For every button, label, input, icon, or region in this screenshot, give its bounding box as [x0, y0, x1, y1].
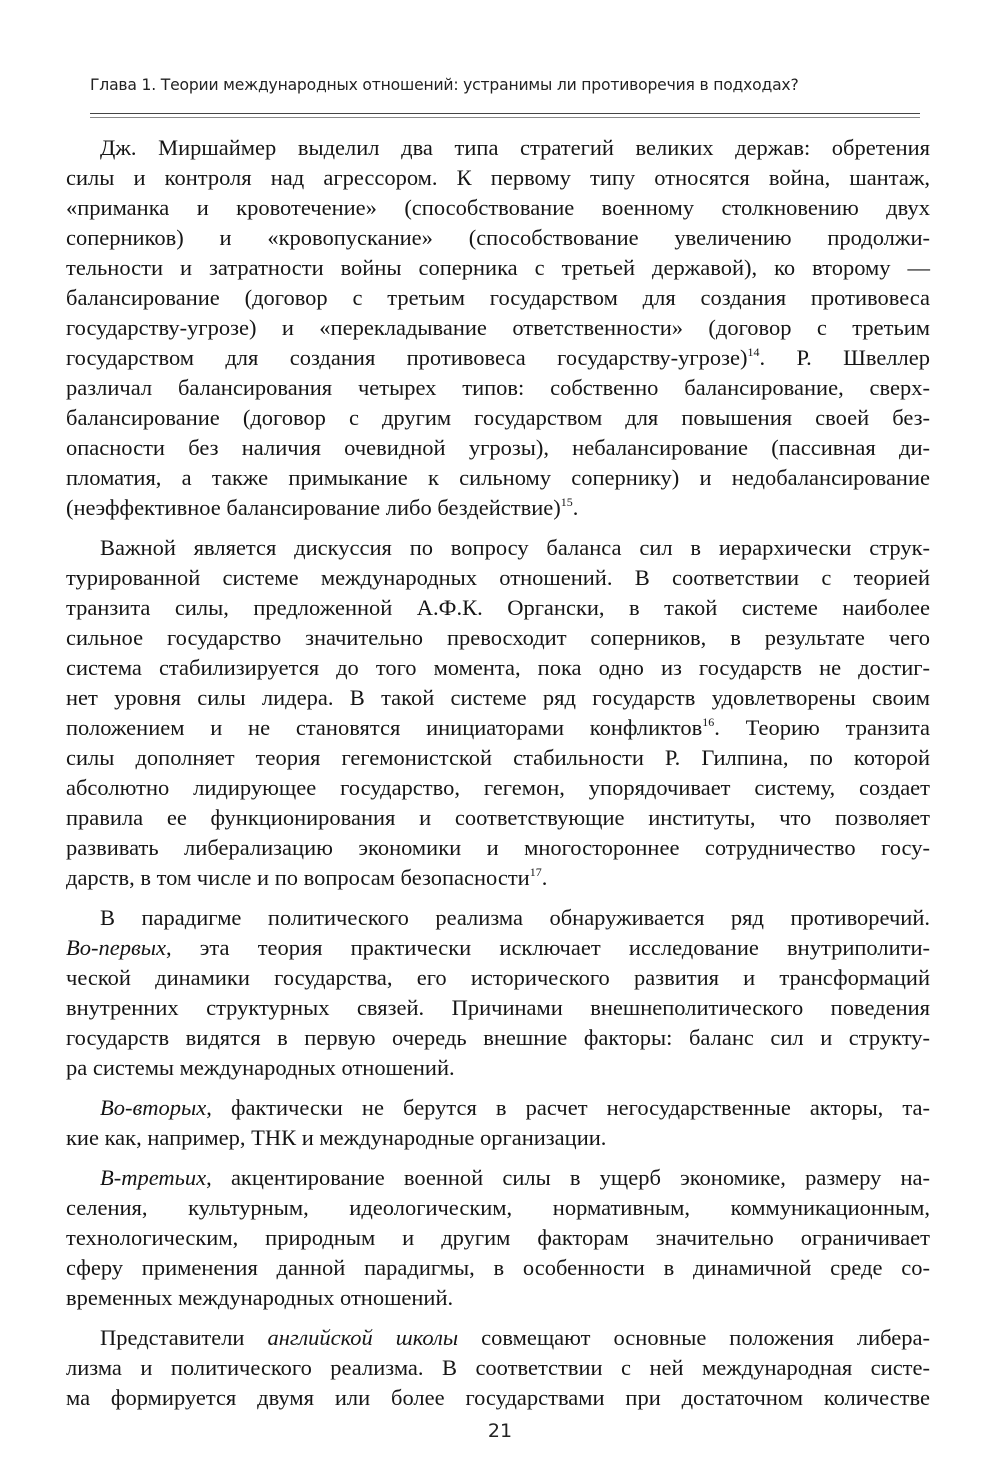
text-line: правила ее функционирования и соответствующие институты, что позволяет [66, 805, 930, 830]
text-fragment: . Теорию транзита [714, 715, 930, 740]
paragraph-mearsheimer [66, 133, 930, 523]
text-line: технологическим, природным и другим факторам значительно ограничивает [66, 1225, 930, 1250]
text-line: система стабилизируется до того момента, пока одно из государств не достиг- [66, 655, 930, 680]
text-line: сильное государство значительно превосходит соперников, в результате чего [66, 625, 930, 650]
text-line: соперников) и «кровопускание» (способствование увеличению продолжи- [66, 225, 930, 250]
text-line [66, 933, 930, 963]
text-line [66, 1323, 930, 1353]
paragraph-thirdly [66, 1163, 930, 1313]
text-line: абсолютно лидирующее государство, гегемон, упорядочивает систему, создает [66, 775, 930, 800]
emphasis: Во-первых [66, 935, 166, 960]
text-line: Важной является дискуссия по вопросу баланса сил в иерархически струк- [100, 535, 930, 560]
text-fragment: , эта теория практически исключает исследование внутриполити- [165, 935, 930, 960]
paragraph-english-school [66, 1323, 930, 1413]
text-line: силы и контроля над агрессором. К первому типу относятся война, шантаж, [66, 165, 930, 190]
text-line: опасности без наличия очевидной угрозы), небалансирование (пассивная ди- [66, 435, 930, 460]
text-line: кие как, например, ТНК и международные организации. [66, 1125, 607, 1150]
footnote-ref: 17 [529, 865, 542, 879]
text-line [66, 343, 930, 373]
text-line: нет уровня силы лидера. В такой системе ряд государств удовлетворены своим [66, 685, 930, 710]
text-fragment: . Р. Швеллер [759, 345, 931, 370]
text-line: селения, культурным, идеологическим, нормативным, коммуникационным, [66, 1195, 930, 1220]
text-line [66, 1163, 930, 1193]
text-line: Дж. Миршаймер выделил два типа стратегий великих держав: обретения [100, 135, 930, 160]
page-number: 21 [487, 1420, 513, 1442]
emphasis: английской школы [267, 1325, 459, 1350]
header-rule-bottom [90, 117, 920, 118]
text-line: временных международных отношений. [66, 1285, 454, 1310]
text-line: государству-угрозе) и «перекладывание ответственности» (договор с третьим [66, 315, 930, 340]
text-fragment: , акцентирование военной силы в ущерб экономике, размеру на- [206, 1165, 930, 1190]
text-line: транзита силы, предложенной А.Ф.К. Органски, в такой системе наиболее [66, 595, 930, 620]
text-fragment: . [541, 865, 548, 890]
text-fragment: положением и не становятся инициаторами конфликтов [66, 715, 703, 740]
text-line: лизма и политического реализма. В соответствии с ней международная систе- [66, 1355, 930, 1380]
emphasis: Во-вторых [100, 1095, 207, 1120]
text-line: развивать либерализацию экономики и многостороннее сотрудничество госу- [66, 835, 930, 860]
paragraph-secondly [66, 1093, 930, 1153]
text-line: сферу применения данной парадигмы, в особенности в динамичной среде со- [66, 1255, 930, 1280]
text-line: ческой динамики государства, его исторического развития и трансформаций [66, 965, 930, 990]
text-line: В парадигме политического реализма обнаруживается ряд противоречий. [100, 905, 930, 930]
text-line [66, 1093, 930, 1123]
paragraph-realism-contradictions [66, 903, 930, 1083]
footnote-ref: 16 [702, 715, 715, 729]
text-line: различал балансирования четырех типов: собственно балансирование, сверх- [66, 375, 930, 400]
text-line: тельности и затратности войны соперника с третьей державой), ко второму — [66, 255, 930, 280]
text-line: турированной системе международных отношений. В соответствии с теорией [66, 565, 930, 590]
body-text [66, 133, 930, 1423]
running-header: Глава 1. Теории международных отношений: устранимы ли противоречия в подходах? [90, 76, 799, 94]
text-line: государств видятся в первую очередь внешние факторы: баланс сил и структу- [66, 1025, 930, 1050]
text-fragment: совмещают основные положения либера- [458, 1325, 930, 1350]
text-line: ра системы международных отношений. [66, 1055, 455, 1080]
text-line [66, 493, 930, 523]
emphasis: В-третьих [100, 1165, 207, 1190]
text-fragment: (неэффективное балансирование либо бездействие) [66, 495, 561, 520]
text-fragment: Представители [100, 1325, 268, 1350]
text-line [66, 863, 930, 893]
footnote-ref: 14 [747, 345, 760, 359]
header-rule-top [90, 113, 920, 114]
text-fragment: . [572, 495, 579, 520]
paragraph-balance-of-power [66, 533, 930, 893]
text-line: балансирование (договор с третьим государством для создания противовеса [66, 285, 930, 310]
text-fragment: дарств, в том числе и по вопросам безопасности [66, 865, 530, 890]
text-fragment: государством для создания противовеса государству-угрозе) [66, 345, 748, 370]
text-line: ма формируется двумя или более государствами при достаточном количестве [66, 1385, 930, 1410]
text-line: силы дополняет теория гегемонистской стабильности Р. Гилпина, по которой [66, 745, 930, 770]
text-line: пломатия, а также примыкание к сильному сопернику) и недобалансирование [66, 465, 930, 490]
text-fragment: , фактически не берутся в расчет негосударственные акторы, та- [206, 1095, 930, 1120]
text-line [66, 713, 930, 743]
text-line: внутренних структурных связей. Причинами внешнеполитического поведения [66, 995, 930, 1020]
text-line: балансирование (договор с другим государством для повышения своей без- [66, 405, 930, 430]
text-line: «приманка и кровотечение» (способствование военному столкновению двух [66, 195, 930, 220]
footnote-ref: 15 [560, 495, 573, 509]
